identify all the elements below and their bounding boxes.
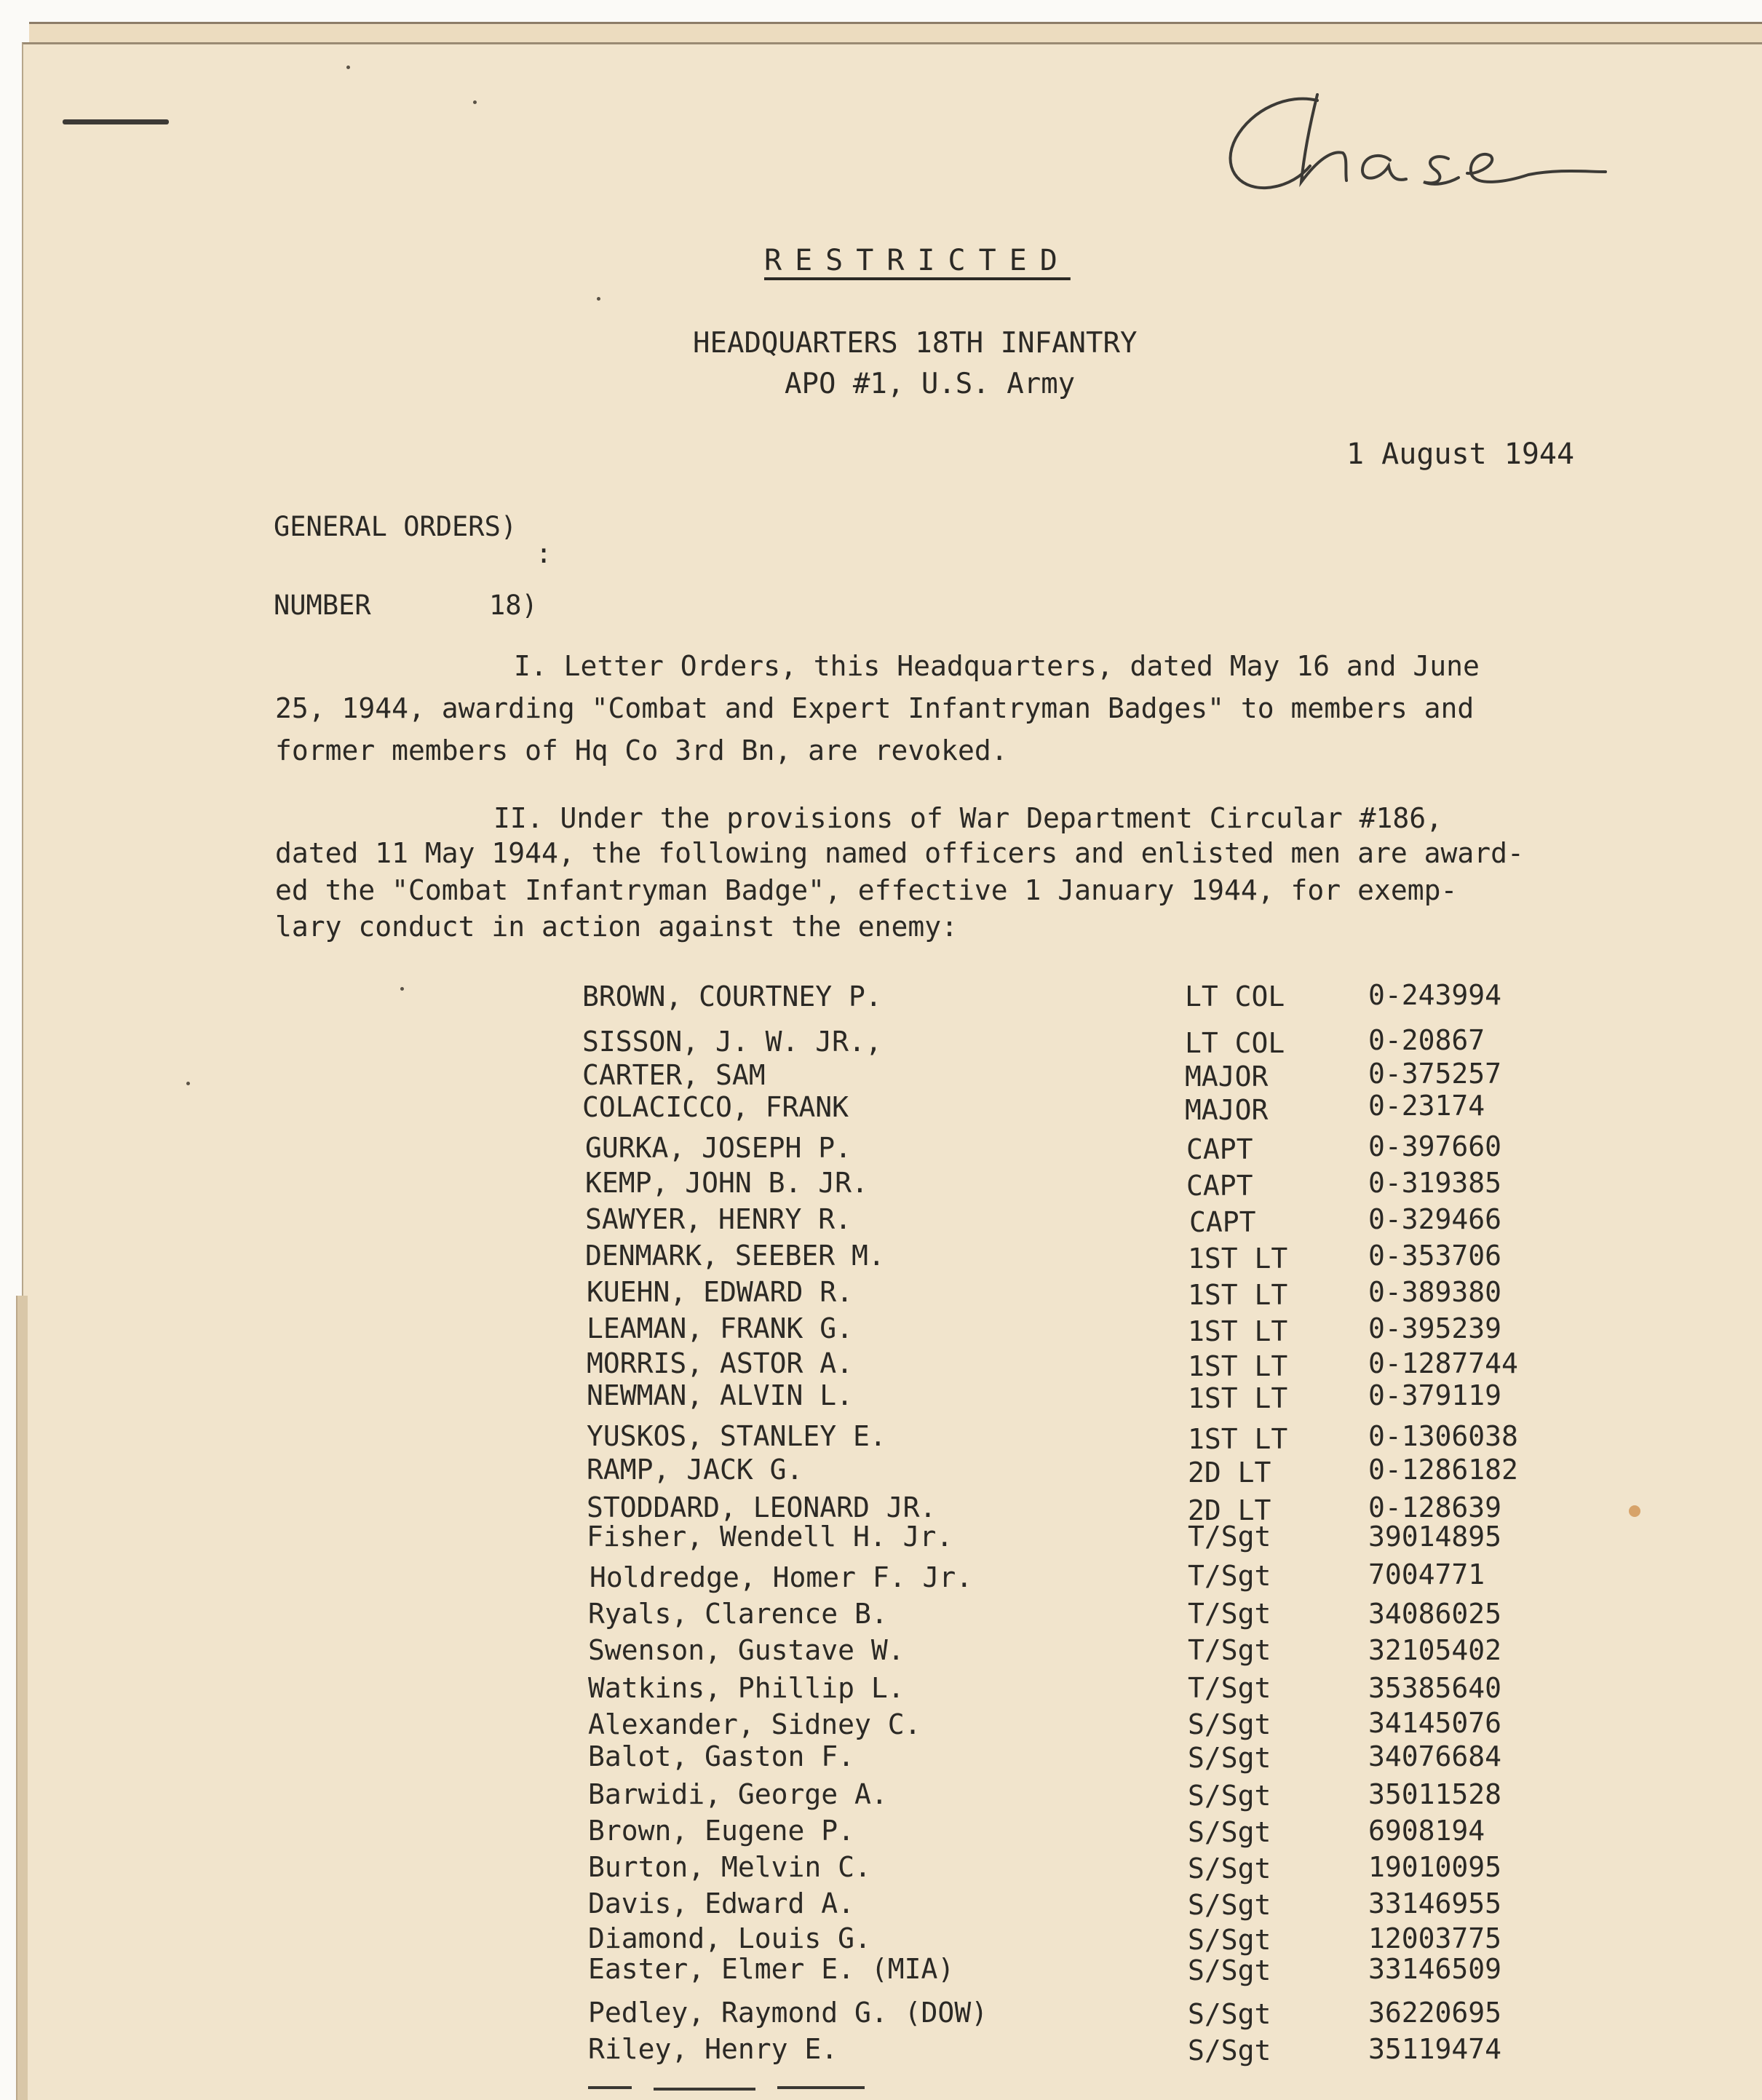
paper-speck xyxy=(346,66,350,69)
order-number-label: NUMBER xyxy=(274,590,371,621)
left-edge-paper-strip xyxy=(16,1296,28,2100)
paragraph-2-line: lary conduct in action against the enemy: xyxy=(275,911,958,943)
roster-rank: S/Sgt xyxy=(1188,1889,1271,1921)
roster-name: Fisher, Wendell H. Jr. xyxy=(587,1521,953,1553)
roster-name: YUSKOS, STANLEY E. xyxy=(587,1420,886,1452)
roster-serial: 0-1287744 xyxy=(1368,1347,1518,1379)
roster-rank: 1ST LT xyxy=(1188,1382,1288,1414)
roster-name: Ryals, Clarence B. xyxy=(588,1598,888,1630)
roster-serial: 6908194 xyxy=(1368,1815,1485,1847)
roster-serial: 34086025 xyxy=(1368,1598,1502,1630)
roster-serial: 12003775 xyxy=(1368,1922,1502,1954)
paragraph-1-line: former members of Hq Co 3rd Bn, are revoked. xyxy=(275,734,1008,766)
paper-speck xyxy=(186,1082,190,1085)
roster-serial: 0-243994 xyxy=(1368,979,1502,1011)
roster-name: CARTER, SAM xyxy=(582,1059,766,1091)
roster-serial: 33146509 xyxy=(1368,1953,1502,1985)
paragraph-1-line: 25, 1944, awarding "Combat and Expert Infantryman Badges" to members and xyxy=(275,692,1475,724)
roster-serial: 19010095 xyxy=(1368,1851,1502,1883)
paper-speck xyxy=(400,987,404,991)
roster-name: Balot, Gaston F. xyxy=(588,1740,855,1772)
roster-name: Swenson, Gustave W. xyxy=(588,1634,905,1666)
roster-name: Brown, Eugene P. xyxy=(588,1815,855,1847)
paragraph-2-line: ed the "Combat Infantryman Badge", effective 1 January 1944, for exemp- xyxy=(275,874,1458,906)
roster-serial: 0-389380 xyxy=(1368,1276,1502,1308)
roster-rank: 1ST LT xyxy=(1188,1350,1288,1382)
roster-rank: CAPT xyxy=(1186,1170,1253,1202)
roster-serial: 0-329466 xyxy=(1368,1203,1502,1235)
roster-rank: T/Sgt xyxy=(1188,1634,1271,1666)
paragraph-2-line: II. Under the provisions of War Department Circular #186, xyxy=(493,802,1443,834)
roster-name: Riley, Henry E. xyxy=(588,2033,838,2065)
roster-name: MORRIS, ASTOR A. xyxy=(587,1347,854,1379)
paragraph-1-line: I. Letter Orders, this Headquarters, dated May 16 and June xyxy=(514,650,1480,682)
roster-name: GURKA, JOSEPH P. xyxy=(585,1132,852,1164)
general-orders-label: GENERAL ORDERS) xyxy=(274,511,517,542)
roster-serial: 7004771 xyxy=(1368,1558,1485,1590)
roster-name: Pedley, Raymond G. (DOW) xyxy=(588,1997,988,2029)
roster-name: Davis, Edward A. xyxy=(588,1887,855,1919)
roster-rank: 1ST LT xyxy=(1188,1423,1288,1455)
roster-name: NEWMAN, ALVIN L. xyxy=(587,1379,854,1411)
roster-name: BROWN, COURTNEY P. xyxy=(582,980,882,1013)
roster-serial: 33146955 xyxy=(1368,1887,1502,1919)
roster-serial: 0-1306038 xyxy=(1368,1420,1518,1452)
general-orders-colon: : xyxy=(536,538,552,569)
roster-serial: 0-319385 xyxy=(1368,1167,1502,1199)
classification-heading: RESTRICTED xyxy=(764,244,1071,277)
roster-rank: 2D LT xyxy=(1188,1457,1271,1489)
unit-heading: HEADQUARTERS 18TH INFANTRY xyxy=(693,327,1138,360)
apo-heading: APO #1, U.S. Army xyxy=(785,368,1076,400)
roster-rank: 1ST LT xyxy=(1188,1315,1288,1347)
roster-rank: CAPT xyxy=(1186,1133,1253,1165)
roster-rank: CAPT xyxy=(1189,1206,1256,1238)
paper-speck xyxy=(597,297,600,301)
roster-serial: 32105402 xyxy=(1368,1634,1502,1666)
roster-rank: T/Sgt xyxy=(1188,1560,1271,1592)
roster-name: Alexander, Sidney C. xyxy=(588,1708,921,1740)
roster-serial: 0-379119 xyxy=(1368,1379,1502,1411)
roster-rank: S/Sgt xyxy=(1188,1780,1271,1812)
roster-name: SAWYER, HENRY R. xyxy=(585,1203,852,1235)
roster-serial: 0-20867 xyxy=(1368,1024,1485,1056)
roster-serial: 0-23174 xyxy=(1368,1090,1485,1122)
roster-name: Holdredge, Homer F. Jr. xyxy=(590,1561,973,1593)
roster-rank: T/Sgt xyxy=(1188,1598,1271,1630)
roster-name: Diamond, Louis G. xyxy=(588,1922,871,1954)
roster-rank: S/Sgt xyxy=(1188,1853,1271,1885)
roster-serial: 0-395239 xyxy=(1368,1312,1502,1344)
roster-serial: 0-375257 xyxy=(1368,1058,1502,1090)
paragraph-2-line: dated 11 May 1944, the following named officers and enlisted men are award- xyxy=(275,837,1524,869)
order-date: 1 August 1944 xyxy=(1346,437,1575,471)
roster-rank: T/Sgt xyxy=(1188,1521,1271,1553)
roster-serial: 35385640 xyxy=(1368,1672,1502,1704)
roster-name: Burton, Melvin C. xyxy=(588,1851,871,1883)
roster-name: Barwidi, George A. xyxy=(588,1778,888,1810)
roster-name: KUEHN, EDWARD R. xyxy=(587,1276,854,1308)
roster-name: STODDARD, LEONARD JR. xyxy=(587,1491,937,1524)
roster-name: Watkins, Phillip L. xyxy=(588,1672,905,1704)
roster-serial: 39014895 xyxy=(1368,1521,1502,1553)
paper-speck xyxy=(1629,1505,1640,1517)
roster-serial: 0-1286182 xyxy=(1368,1454,1518,1486)
roster-rank: S/Sgt xyxy=(1188,1742,1271,1774)
roster-rank: MAJOR xyxy=(1185,1061,1269,1093)
roster-serial: 0-353706 xyxy=(1368,1240,1502,1272)
roster-rank: T/Sgt xyxy=(1188,1672,1271,1704)
roster-name: DENMARK, SEEBER M. xyxy=(585,1240,885,1272)
roster-serial: 0-128639 xyxy=(1368,1491,1502,1524)
roster-name: COLACICCO, FRANK xyxy=(582,1091,849,1123)
staple xyxy=(63,119,169,124)
roster-serial: 35119474 xyxy=(1368,2033,1502,2065)
roster-rank: 1ST LT xyxy=(1188,1243,1288,1275)
roster-name: LEAMAN, FRANK G. xyxy=(587,1312,854,1344)
roster-name: RAMP, JACK G. xyxy=(587,1454,803,1486)
roster-name: KEMP, JOHN B. JR. xyxy=(585,1167,868,1199)
roster-rank: MAJOR xyxy=(1185,1094,1269,1126)
paper-speck xyxy=(473,100,477,104)
order-number: 18) xyxy=(489,590,538,621)
roster-serial: 36220695 xyxy=(1368,1997,1502,2029)
roster-rank: S/Sgt xyxy=(1188,1924,1271,1956)
roster-rank: 1ST LT xyxy=(1188,1279,1288,1311)
roster-rank: S/Sgt xyxy=(1188,1816,1271,1848)
roster-serial: 35011528 xyxy=(1368,1778,1502,1810)
roster-serial: 0-397660 xyxy=(1368,1130,1502,1162)
roster-rank: 2D LT xyxy=(1188,1494,1271,1526)
roster-rank: S/Sgt xyxy=(1188,1998,1271,2030)
roster-rank: LT COL xyxy=(1185,980,1285,1013)
roster-rank: LT COL xyxy=(1185,1027,1285,1059)
roster-serial: 34076684 xyxy=(1368,1740,1502,1772)
roster-name: Easter, Elmer E. (MIA) xyxy=(588,1953,955,1985)
roster-rank: S/Sgt xyxy=(1188,1954,1271,1986)
cut-off-line xyxy=(588,2080,894,2100)
roster-name: SISSON, J. W. JR., xyxy=(582,1026,882,1058)
roster-rank: S/Sgt xyxy=(1188,1708,1271,1740)
handwritten-signature xyxy=(1208,80,1616,204)
roster-serial: 34145076 xyxy=(1368,1707,1502,1739)
roster-rank: S/Sgt xyxy=(1188,2034,1271,2067)
